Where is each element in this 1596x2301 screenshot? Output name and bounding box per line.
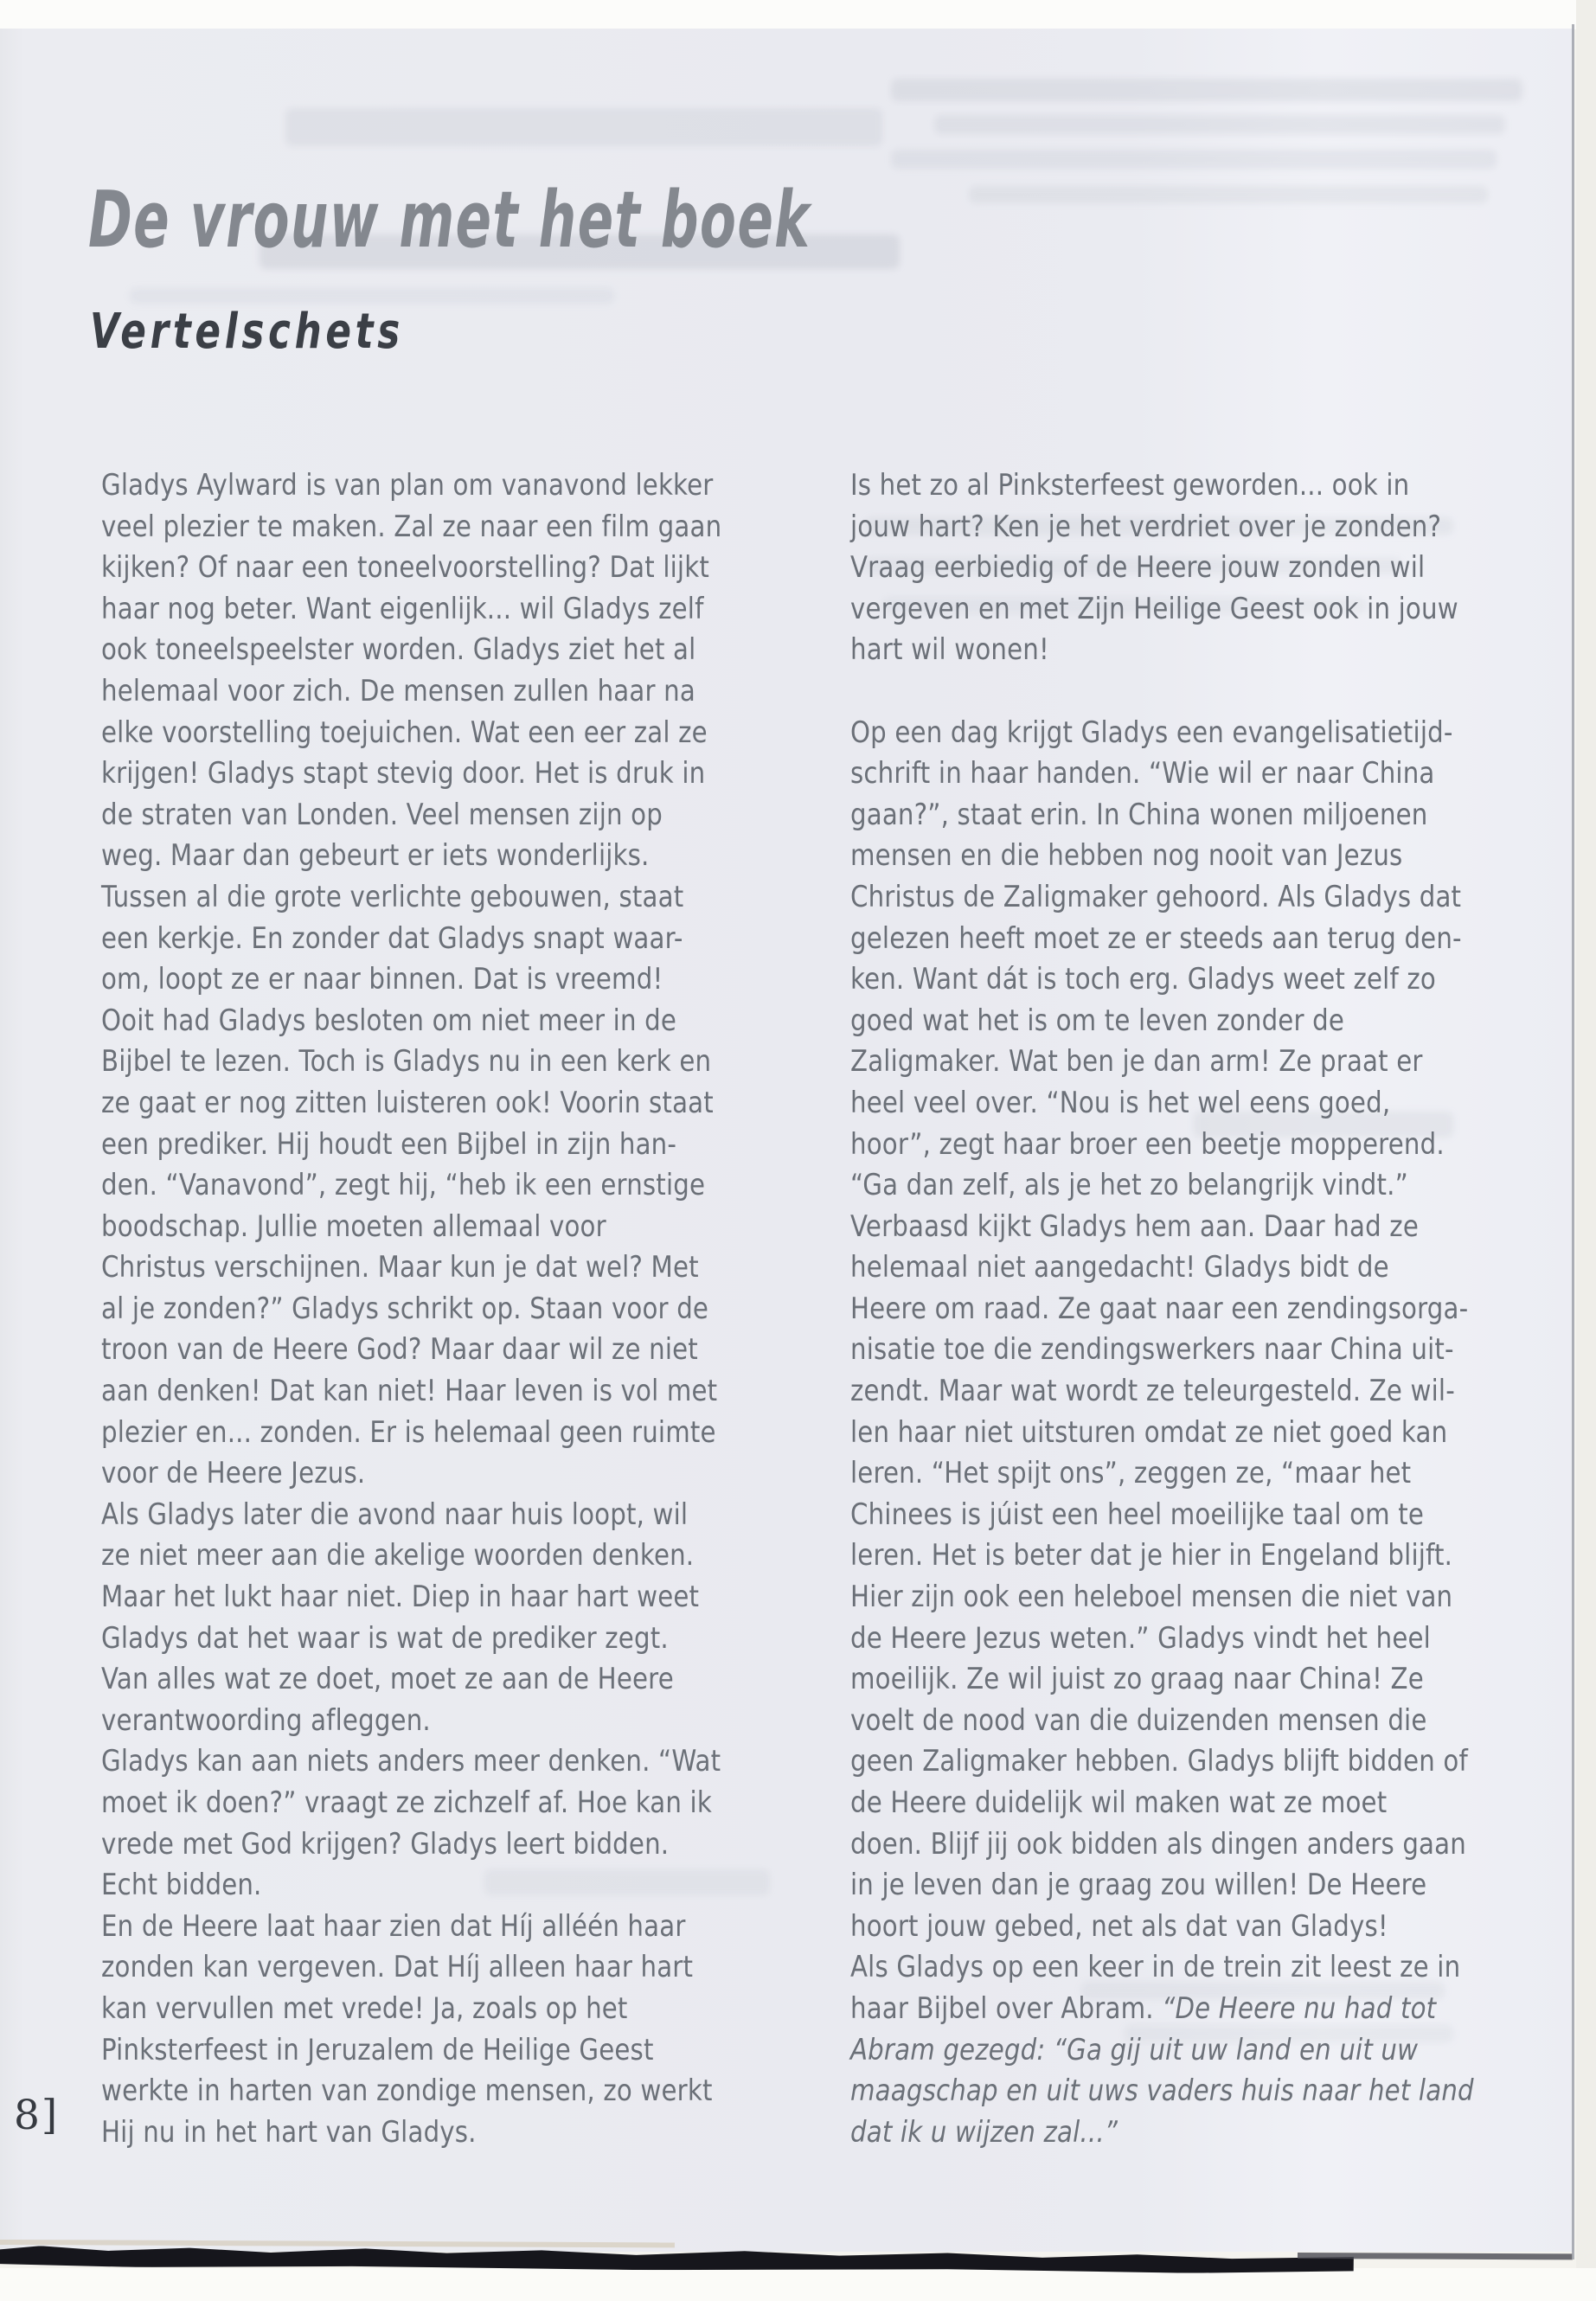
text-line: verantwoording afleggen. [101,1702,431,1738]
text-line: Echt bidden. [101,1868,262,1903]
text-line: hoor”, zegt haar broer een beetje mopperend. [850,1126,1445,1162]
text-line: een prediker. Hij houdt een Bijbel in zijn han- [101,1126,677,1162]
text-line: plezier en... zonden. Er is helemaal geen ruimte [101,1414,716,1450]
text-line: troon van de Heere God? Maar daar wil ze niet [101,1332,698,1368]
text-line: leren. Het is beter dat je hier in Engeland blijft. [850,1538,1453,1574]
text-line: Abram gezegd: “Ga gij uit uw land en uit uw [850,2032,1419,2067]
text-line: de Heere duidelijk wil maken wat ze moet [850,1785,1388,1820]
text-line: Gladys dat het waar is wat de prediker zegt. [101,1620,669,1656]
text-line: weg. Maar dan gebeurt er iets wonderlijks. [101,838,650,874]
page-title: De vrouw met het boek [88,175,811,266]
text-line: den. “Vanavond”, zegt hij, “heb ik een ernstige [101,1168,706,1203]
show-through-artifact [969,186,1488,203]
text-line: geen Zaligmaker hebben. Gladys blijft bidden of [850,1744,1468,1779]
text-line: Is het zo al Pinksterfeest geworden... ook in [850,468,1410,503]
text-line: de Heere Jezus weten.” Gladys vindt het heel [850,1620,1431,1656]
text-line: gelezen heeft moet ze er steeds aan terug den- [850,920,1462,956]
text-line: zonden kan vergeven. Dat Híj alleen haar hart [101,1950,694,1985]
text-line: moeilijk. Ze wil juist zo graag naar China! Ze [850,1662,1424,1697]
show-through-artifact [891,79,1522,101]
story-left-column [101,465,830,2153]
text-line: hoort jouw gebed, net als dat van Gladys! [850,1908,1388,1944]
text-line: krijgen! Gladys stapt stevig door. Het is druk in [101,756,706,792]
text-line: een kerkje. En zonder dat Gladys snapt waar- [101,920,683,956]
text-line: Zaligmaker. Wat ben je dan arm! Ze praat er [850,1044,1423,1080]
text-line: mensen en die hebben nog nooit van Jezus [850,838,1403,874]
text-line: Verbaasd kijkt Gladys hem aan. Daar had ze [850,1208,1419,1244]
page-subtitle: Vertelschets [90,304,404,361]
text-line: nisatie toe die zendingswerkers naar China uit- [850,1332,1454,1368]
page-number: 8] [14,2092,60,2139]
show-through-artifact [891,150,1497,169]
text-line: om, loopt ze er naar binnen. Dat is vreemd! [101,962,663,997]
text-line: veel plezier te maken. Zal ze naar een film gaan [101,509,722,544]
text-line: Hier zijn ook een heleboel mensen die niet van [850,1580,1453,1615]
text-line: schrift in haar handen. “Wie wil er naar China [850,756,1435,792]
text-line: moet ik doen?” vraagt ze zichzelf af. Hoe kan ik [101,1785,712,1820]
text-line: voor de Heere Jezus. [101,1456,366,1491]
text-line: goed wat het is om te leven zonder de [850,1003,1345,1038]
text-line: ze gaat er nog zitten luisteren ook! Voorin staat [101,1085,714,1120]
text-line: ook toneelspeelster worden. Gladys ziet het al [101,632,696,668]
text-line: Christus de Zaligmaker gehoord. Als Gladys dat [850,879,1462,914]
text-line: Chinees is júist een heel moeilijke taal om te [850,1497,1425,1532]
text-line: “Ga dan zelf, als je het zo belangrijk vindt.” [850,1168,1408,1203]
text-line: helemaal voor zich. De mensen zullen haar na [101,673,695,708]
text-line: de straten van Londen. Veel mensen zijn op [101,797,663,832]
text-line: Van alles wat ze doet, moet ze aan de Heere [101,1662,674,1697]
text-line: aan denken! Dat kan niet! Haar leven is vol met [101,1374,718,1409]
text-line: leren. “Het spijt ons”, zeggen ze, “maar het [850,1456,1412,1491]
text-line: Hij nu in het hart van Gladys. [101,2114,477,2150]
show-through-artifact [934,115,1505,134]
text-line: hart wil wonen! [850,632,1049,668]
text-line: kan vervullen met vrede! Ja, zoals op het [101,1990,628,2026]
text-line: Op een dag krijgt Gladys een evangelisatietijd- [850,715,1453,750]
text-line: Ooit had Gladys besloten om niet meer in de [101,1003,677,1038]
text-line: gaan?”, staat erin. In China wonen miljoenen [850,797,1428,832]
text-line: in je leven dan je graag zou willen! De Heere [850,1868,1427,1903]
text-line: ze niet meer aan die akelige woorden denken. [101,1538,695,1574]
text-line: Als Gladys op een keer in de trein zit leest ze in [850,1950,1461,1985]
text-line: doen. Blijf jij ook bidden als dingen anders gaan [850,1826,1466,1862]
show-through-artifact [130,288,614,304]
text-line: heel veel over. “Nou is het wel eens goed, [850,1085,1391,1120]
text-line: zendt. Maar wat wordt ze teleurgesteld. Ze wil- [850,1374,1455,1409]
scanner-background-bottom [0,2268,1596,2301]
text-line: haar nog beter. Want eigenlijk... wil Gladys zelf [101,591,704,626]
text-line: boodschap. Jullie moeten allemaal voor [101,1208,606,1244]
text-line: vergeven en met Zijn Heilige Geest ook in jouw [850,591,1458,626]
scanner-background-right [1576,0,1596,2301]
text-line: al je zonden?” Gladys schrikt op. Staan voor de [101,1291,709,1326]
text-line: Tussen al die grote verlichte gebouwen, staat [101,879,684,914]
text-line: Als Gladys later die avond naar huis loopt, wil [101,1497,689,1532]
show-through-artifact [285,108,882,146]
text-line: Gladys kan aan niets anders meer denken. “Wat [101,1744,721,1779]
text-line: voelt de nood van die duizenden mensen die [850,1702,1427,1738]
text-line [850,671,1565,713]
text-line: Gladys Aylward is van plan om vanavond lekker [101,468,714,503]
text-line: Maar het lukt haar niet. Diep in haar hart weet [101,1580,700,1615]
text-line: Vraag eerbiedig of de Heere jouw zonden wil [850,550,1426,586]
text-line: Christus verschijnen. Maar kun je dat wel? Met [101,1250,699,1285]
page-bottom-edge-line [1298,2253,1573,2259]
story-right-column [850,465,1565,2153]
text-line: dat ik u wijzen zal...” [850,2114,1118,2150]
text-line: Pinksterfeest in Jeruzalem de Heilige Geest [101,2032,654,2067]
text-line: maagschap en uit uws vaders huis naar het land [850,2073,1474,2109]
text-line: helemaal niet aangedacht! Gladys bidt de [850,1250,1389,1285]
text-line: jouw hart? Ken je het verdriet over je zonden? [850,509,1442,544]
text-line: kijken? Of naar een toneelvoorstelling? Dat lijkt [101,550,709,586]
text-line: haar Bijbel over Abram. “De Heere nu had tot [850,1990,1437,2026]
text-line: vrede met God krijgen? Gladys leert bidden. [101,1826,670,1862]
text-line: Bijbel te lezen. Toch is Gladys nu in een kerk en [101,1044,712,1080]
text-line: ken. Want dát is toch erg. Gladys weet zelf zo [850,962,1436,997]
text-line: En de Heere laat haar zien dat Híj alléén haar [101,1908,686,1944]
scanner-background-top [0,0,1596,29]
text-line: werkte in harten van zondige mensen, zo werkt [101,2073,713,2109]
text-line: elke voorstelling toejuichen. Wat een eer zal ze [101,715,708,750]
text-line: Heere om raad. Ze gaat naar een zendingsorga- [850,1291,1469,1326]
text-line: len haar niet uitsturen omdat ze niet goed kan [850,1414,1448,1450]
page-right-edge [1572,24,1574,2259]
